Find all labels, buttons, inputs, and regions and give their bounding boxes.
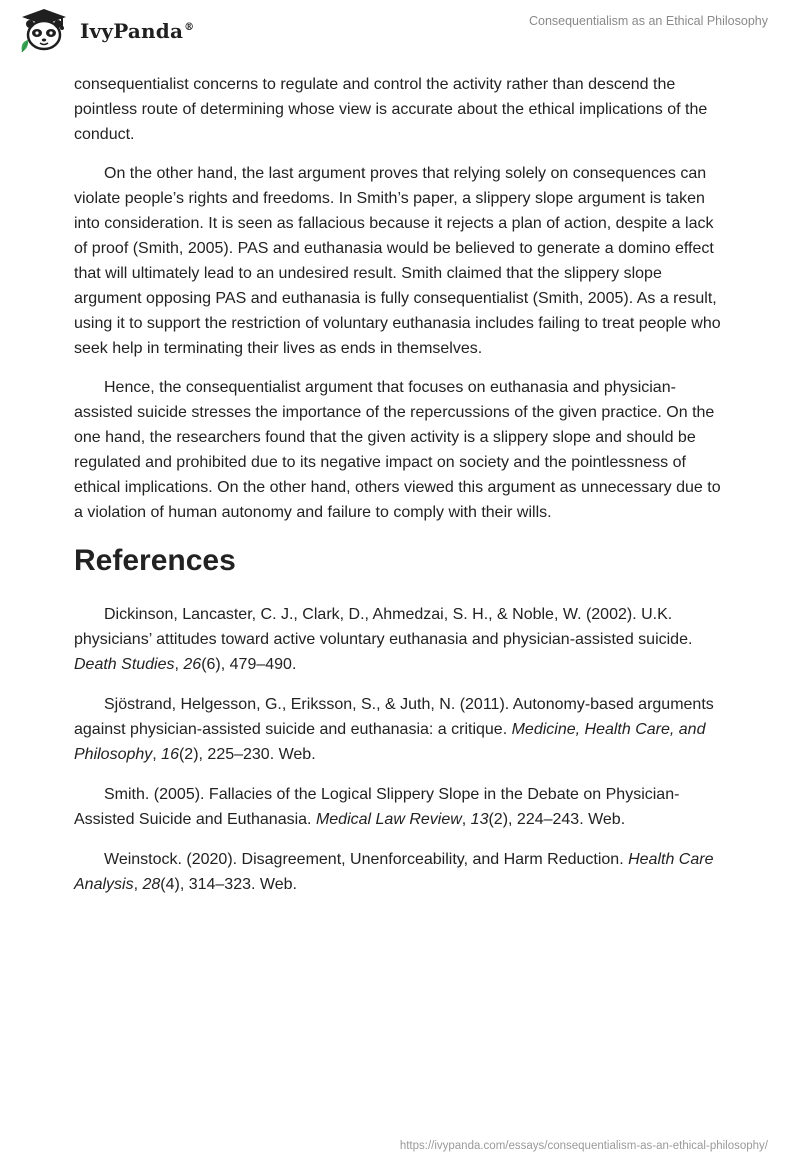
- journal-title: Medical Law Review: [315, 811, 462, 828]
- panda-mascot-icon: [16, 8, 72, 54]
- source-url-link[interactable]: https://ivypanda.com/essays/consequentialism-as-an-ethical-philosophy/: [399, 1140, 768, 1152]
- journal-volume: 26: [183, 656, 202, 673]
- journal-title: Death Studies: [74, 656, 175, 673]
- reference-entry: Sjöstrand, Helgesson, G., Eriksson, S., & Juth, N. (2011). Autonomy-based arguments against physician-assisted suicide and euthanasia: a critique. Medicine, Health Care, and Philosophy, 16(2), 225–230. Web.: [74, 696, 714, 763]
- journal-volume: 16: [161, 746, 179, 763]
- journal-volume: 28: [142, 876, 161, 893]
- document-title: Consequentialism as an Ethical Philosophy: [528, 14, 768, 28]
- body-paragraph: On the other hand, the last argument proves that relying solely on consequences can violate people’s rights and freedoms. In Smith’s paper, a slippery slope argument is taken into consideration. It is seen as fallacious because it rejects a plan of action, despite a lack of proof (Smith, 2005). PAS and euthanasia would be believed to generate a domino effect that will ultimately lead to an undesired result. Smith claimed that the slippery slope argument opposing PAS and euthanasia is fully consequentialist (Smith, 2005). As a result, using it to support the restriction of voluntary euthanasia includes failing to treat people who seek help in terminating their lives as ends in themselves.: [74, 165, 721, 357]
- journal-title: Health Care Analysis: [74, 851, 714, 893]
- body-paragraph: Hence, the consequentialist argument that focuses on euthanasia and physician-assisted suicide stresses the importance of the repercussions of the given practice. On the one hand, the researchers found that the given activity is a slippery slope and should be regulated and prohibited due to its negative impact on society and the pointlessness of ethical implications. On the other hand, others viewed this argument as unnecessary due to a violation of human autonomy and failure to comply with their wills.: [74, 379, 721, 521]
- journal-title: Medicine, Health Care, and Philosophy: [74, 721, 706, 763]
- references-heading: References: [74, 544, 236, 577]
- registered-mark: ®: [184, 22, 195, 34]
- journal-volume: 13: [470, 811, 489, 828]
- body-paragraph-continued: consequentialist concerns to regulate and control the activity rather than descend the pointless route of determining whose view is accurate about the ethical implications of the conduct.: [74, 76, 708, 143]
- essay-content: [74, 72, 728, 912]
- reference-entry: Weinstock. (2020). Disagreement, Unenforceability, and Harm Reduction. Health Care Analysis, 28(4), 314–323. Web.: [74, 851, 714, 893]
- brand-name: IvyPanda®: [80, 19, 195, 43]
- reference-entry: Dickinson, Lancaster, C. J., Clark, D., Ahmedzai, S. H., & Noble, W. (2002). U.K. physicians’ attitudes toward active voluntary euthanasia and physician-assisted suicide. Death Studies, 26(6), 479–490.: [74, 606, 693, 673]
- ivypanda-logo[interactable]: [16, 8, 194, 54]
- reference-entry: Smith. (2005). Fallacies of the Logical Slippery Slope in the Debate on Physician-Assisted Suicide and Euthanasia. Medical Law Review, 13(2), 224–243. Web.: [74, 786, 680, 828]
- page-header: [0, 0, 800, 64]
